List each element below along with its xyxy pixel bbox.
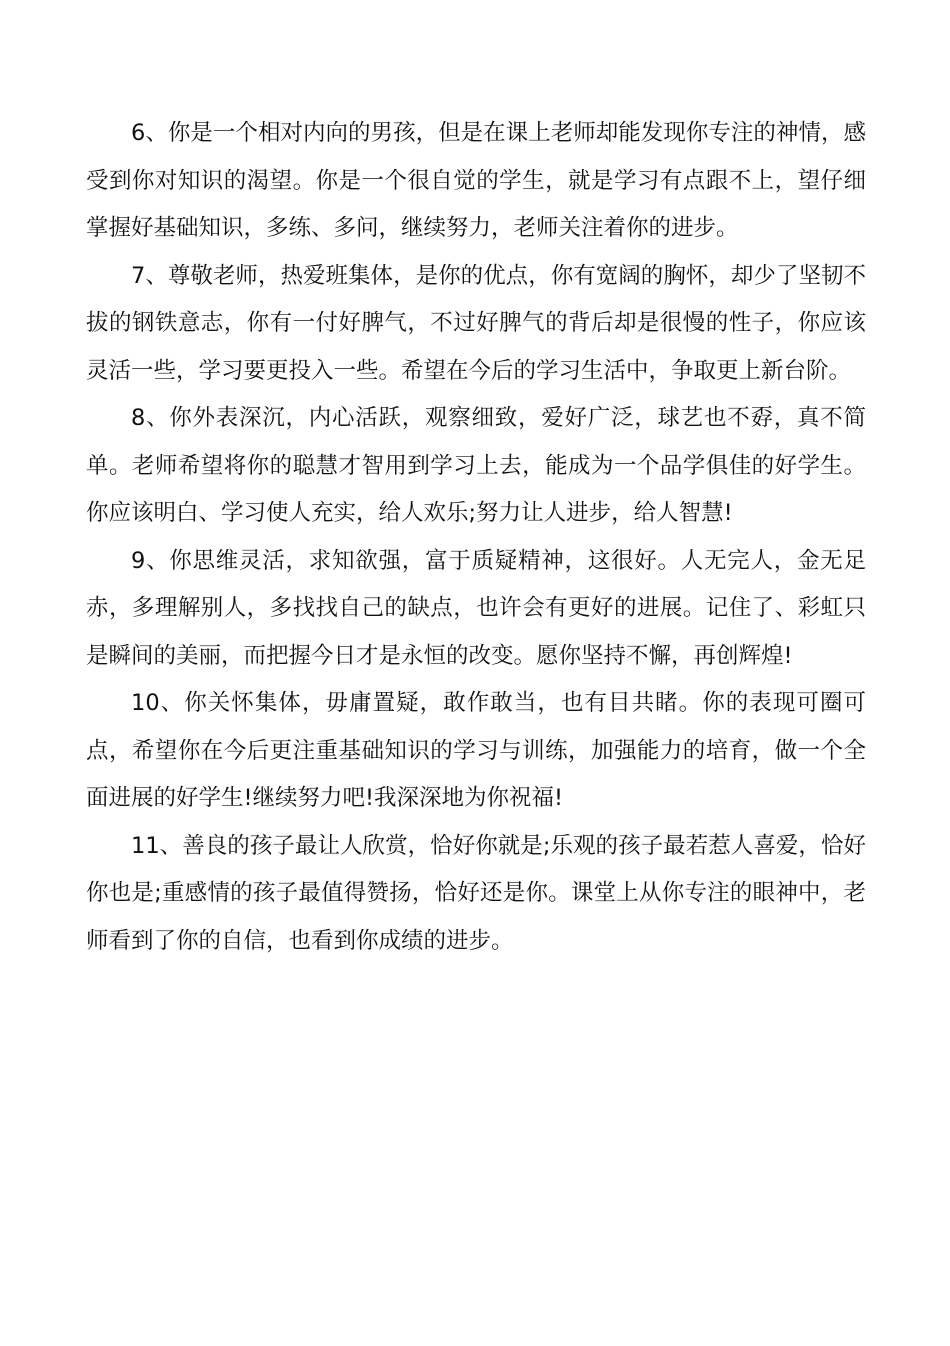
document-body	[86, 110, 866, 965]
comment-paragraph-6: 6、你是一个相对内向的男孩，但是在课上老师却能发现你专注的神情，感受到你对知识的渴望。你是一个很自觉的学生，就是学习有点跟不上，望仔细掌握好基础知识，多练、多问，继续努力，老师关注着你的进步。	[86, 120, 866, 241]
comment-paragraph-11: 11、善良的孩子最让人欣赏，恰好你就是;乐观的孩子最若惹人喜爱，恰好你也是;重感情的孩子最值得赞扬，恰好还是你。课堂上从你专注的眼神中，老师看到了你的自信，也看到你成绩的进步。	[86, 832, 866, 954]
comment-paragraph-7: 7、尊敬老师，热爱班集体，是你的优点，你有宽阔的胸怀，却少了坚韧不拔的钢铁意志，你有一付好脾气，不过好脾气的背后却是很慢的性子，你应该灵活一些，学习要更投入一些。希望在今后的学习生活中，争取更上新台阶。	[86, 262, 866, 384]
comment-paragraph-9: 9、你思维灵活，求知欲强，富于质疑精神，这很好。人无完人，金无足赤，多理解别人，多找找自己的缺点，也许会有更好的进展。记住了、彩虹只是瞬间的美丽，而把握今日才是永恒的改变。愿你坚持不懈，再创辉煌!	[86, 547, 866, 669]
comment-paragraph-8: 8、你外表深沉，内心活跃，观察细致，爱好广泛，球艺也不孬，真不简单。老师希望将你的聪慧才智用到学习上去，能成为一个品学俱佳的好学生。你应该明白、学习使人充实，给人欢乐;努力让人进步，给人智慧!	[86, 405, 866, 526]
comment-paragraph-10: 10、你关怀集体，毋庸置疑，敢作敢当，也有目共睹。你的表现可圈可点，希望你在今后更注重基础知识的学习与训练，加强能力的培育，做一个全面进展的好学生!继续努力吧!我深深地为你祝福!	[86, 690, 866, 811]
